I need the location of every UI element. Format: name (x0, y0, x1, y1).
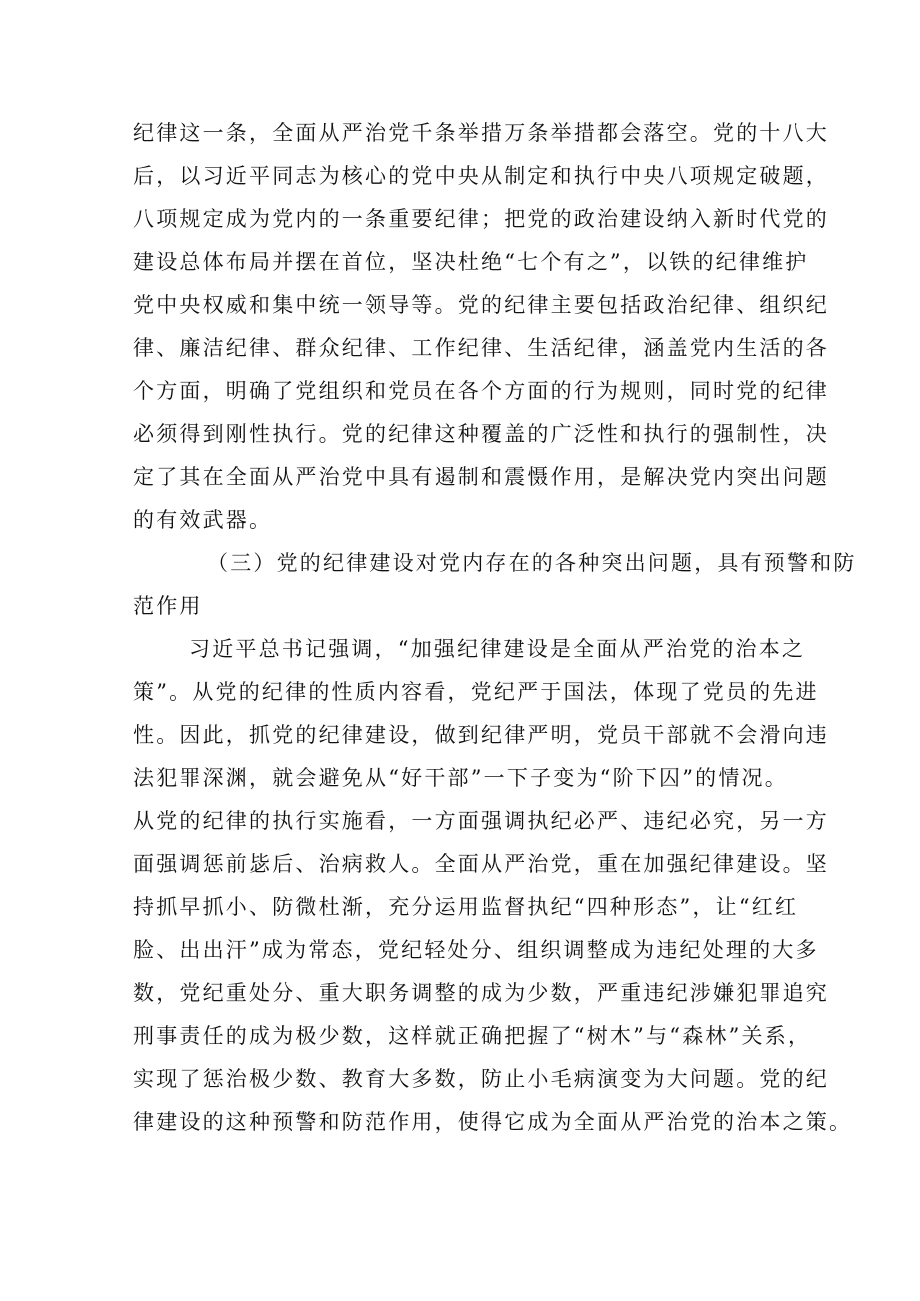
text-line: 党中央权威和集中统一领导等。党的纪律主要包括政治纪律、组织纪 (133, 293, 829, 317)
text-line: 面强调惩前毖后、治病救人。全面从严治党，重在加强纪律建设。坚 (133, 852, 829, 876)
text-line: 定了其在全面从严治党中具有遏制和震慑作用，是解决党内突出问题 (133, 465, 829, 489)
text-line: 个方面，明确了党组织和党员在各个方面的行为规则，同时党的纪律 (133, 379, 829, 403)
text-line: 从党的纪律的执行实施看，一方面强调执纪必严、违纪必究，另一方 (133, 809, 829, 833)
text-line: 实现了惩治极少数、教育大多数，防止小毛病演变为大问题。党的纪 (133, 1067, 829, 1091)
text-line: 刑事责任的成为极少数，这样就正确把握了“树木”与“森林”关系， (133, 1024, 812, 1048)
text-line: 必须得到刚性执行。党的纪律这种覆盖的广泛性和执行的强制性，决 (133, 422, 829, 446)
text-line: 法犯罪深渊，就会避免从“好干部”一下子变为“阶下囚”的情况。 (133, 766, 788, 790)
text-line: 持抓早抓小、防微杜渐，充分运用监督执纪“四种形态”，让“红红 (133, 895, 799, 919)
paragraph-first-line: 习近平总书记强调，“加强纪律建设是全面从严治党的治本之 (189, 637, 806, 661)
text-line: 律建设的这种预警和防范作用，使得它成为全面从严治党的治本之策。 (133, 1110, 853, 1134)
text-line: 八项规定成为党内的一条重要纪律；把党的政治建设纳入新时代党的 (133, 207, 829, 231)
section-heading-continuation: 范作用 (133, 594, 203, 618)
text-line: 数，党纪重处分、重大职务调整的成为少数，严重违纪涉嫌犯罪追究 (133, 981, 829, 1005)
text-line: 建设总体布局并摆在首位，坚决杜绝“七个有之”，以铁的纪律维护 (133, 250, 809, 274)
section-heading: （三）党的纪律建设对党内存在的各种突出问题，具有预警和防 (207, 551, 857, 575)
text-line: 后，以习近平同志为核心的党中央从制定和执行中央八项规定破题， (133, 164, 829, 188)
text-line: 策”。从党的纪律的性质内容看，党纪严于国法，体现了党员的先进 (133, 680, 819, 704)
text-line: 脸、出出汗”成为常态，党纪轻处分、组织调整成为违纪处理的大多 (133, 938, 819, 962)
text-line: 律、廉洁纪律、群众纪律、工作纪律、生活纪律，涵盖党内生活的各 (133, 336, 829, 360)
text-line: 的有效武器。 (133, 508, 273, 532)
document-body (133, 112, 857, 1144)
text-line: 性。因此，抓党的纪律建设，做到纪律严明，党员干部就不会滑向违 (133, 723, 829, 747)
text-line: 纪律这一条，全面从严治党千条举措万条举措都会落空。党的十八大 (133, 121, 829, 145)
